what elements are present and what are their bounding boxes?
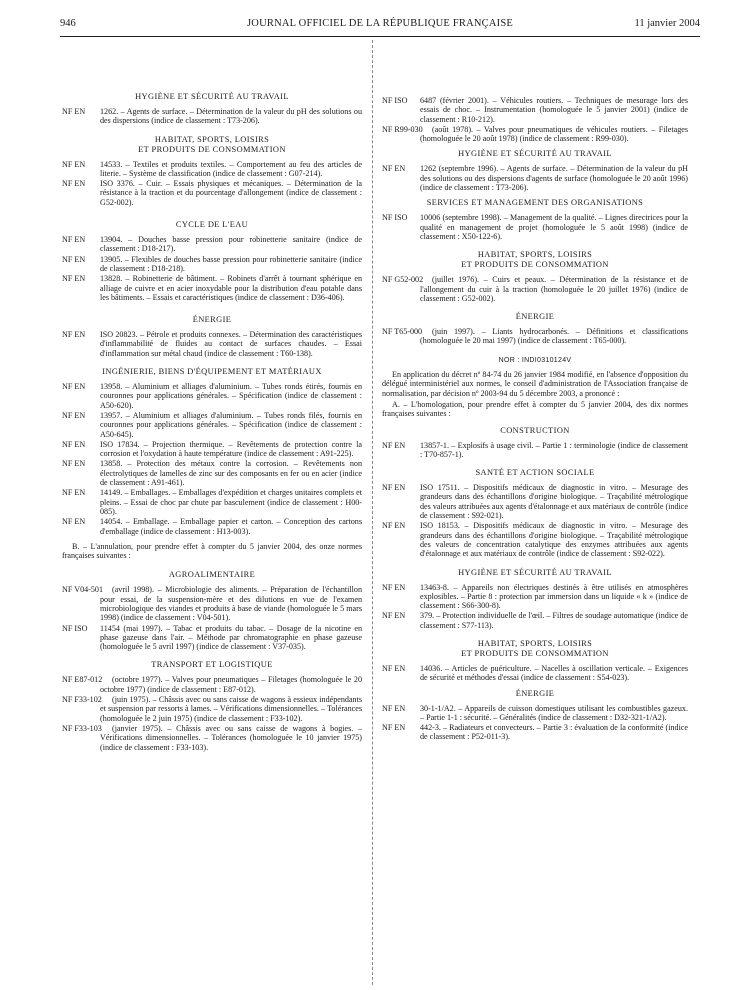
standard-text: 30-1-1/A2. – Appareils de cuisson domestiques utilisant les combustibles gazeux. – Partie 1-1 : sécurité. – Généralités (indice de classement : D32-321-1/A2). [420,703,688,722]
section-heading: ÉNERGIE [515,312,555,322]
section-heading: SANTÉ ET ACTION SOCIALE [475,468,595,478]
standard-entry [382,327,688,346]
standard-code: NF EN [62,330,86,340]
standard-entry [382,164,688,192]
standard-code: NF EN [62,439,86,449]
standard-text: (juin 1975). – Châssis avec ou sans caisse de wagons à essieux indépendants et suspension par ressorts à lames. – Vérifications dimensionnelles. – Tolérances (homologuée le 2 juin 1975) (indice de classement : F33-102). [100,695,362,723]
standard-entry [62,675,362,694]
section-heading: HYGIÈNE ET SÉCURITÉ AU TRAVAIL [135,92,289,101]
section-heading: AGROALIMENTAIRE [168,570,256,580]
standard-code: NF EN [382,703,406,713]
standard-text: 13828. – Robinetterie de bâtiment. – Robinets d'arrêt à tournant sphérique en alliage de cuivre et en acier inoxydable pour la distribution d'eau potable dans les bâtiments. – Essais et caractéristiques (indice de classement : D36-406). [100,274,362,302]
standard-entry [382,583,688,611]
standard-entry [62,585,362,622]
section-heading: CYCLE DE L'EAU [175,220,249,230]
standard-text: 14036. – Articles de puériculture. – Nacelles à oscillation verticale. – Exigences de sécurité et méthodes d'essai (indice de classement : S54-023). [420,663,688,683]
issue-date: 11 janvier 2004 [634,18,700,29]
standard-code: NF EN [382,440,406,450]
standard-entry [382,125,688,144]
standard-text: (juillet 1976). – Cuirs et peaux. – Détermination de la résistance et de l'allongement du cuir à la traction (homologuée le 20 juillet 1976) (indice de classement : G52-002). [420,275,688,303]
standard-text: (octobre 1977). – Valves pour pneumatiques – Filetages (homologuée le 20 octobre 1977) (indice de classement : E87-012). [100,675,362,694]
section-heading: HABITAT, SPORTS, LOISIRS ET PRODUITS DE CONSOMMATION [461,250,609,270]
standard-text: ISO 17834. – Projection thermique. – Revêtements de protection contre la corrosion et l'oxydation à haute température (indice de classement : A91-225). [100,439,362,459]
standard-text: 13957. – Aluminium et alliages d'aluminium. – Tubes ronds filés, fournis en couronnes pour applications générales. – Spécification (indice de classement : A50-645). [100,410,362,439]
standard-text: (avril 1998). – Microbiologie des aliments. – Préparation de l'échantillon pour essai, de la suspension-mère et des dilutions en vue de l'examen microbiologique des viandes et produits à base de viande (homologuée le 5 mars 1998) (indice de classement : V04-501). [100,585,362,623]
standard-text: ISO 3376. – Cuir. – Essais physiques et mécaniques. – Détermination de la résistance à la traction et du pourcentage d'allongement (indice de classement : G52-002). [100,179,362,207]
section-heading: ÉNERGIE [192,315,232,325]
standard-entry [62,274,362,302]
standard-code: NF E87-012 [62,675,103,685]
standard-entry [62,724,362,752]
standard-entry [382,723,688,742]
standard-text: 6487 (février 2001). – Véhicules routiers. – Techniques de mesurage lors des essais de choc. – Instrumentation (homologuée le 5 janvier 2001) (indice de classement : R10-212). [420,96,688,124]
standard-code: NF EN [62,410,86,420]
standard-code: NF EN [62,488,86,498]
section-heading: TRANSPORT ET LOGISTIQUE [151,660,273,670]
section-heading: SERVICES ET MANAGEMENT DES ORGANISATIONS [426,198,644,208]
standard-entry [62,330,362,358]
section-heading: HYGIÈNE ET SÉCURITÉ AU TRAVAIL [458,567,612,577]
standard-code: NF EN [62,107,86,116]
standard-entry [62,235,362,254]
standard-code: NF V04-501 [62,585,103,595]
section-heading: ÉNERGIE [515,688,555,698]
standard-entry [62,382,362,410]
standard-entry [382,483,688,520]
standard-entry [382,704,688,723]
standard-code: NF F33-103 [62,723,102,733]
standard-text: 13958. – Aluminium et alliages d'aluminium. – Tubes ronds étirés, fournis en couronnes pour applications générales. – Spécification (indice de classement : A50-620). [100,382,362,410]
standard-code: NF EN [382,611,406,621]
standard-entry [62,107,362,126]
left-column [62,92,362,753]
standard-text: 13905. – Flexibles de douches basse pression pour robinetterie sanitaire (indice de classement : D18-218). [100,254,362,273]
standard-code: NF EN [382,663,406,673]
standard-code: NF EN [382,164,406,174]
standard-code: NF F33-102 [62,695,102,705]
standard-text: ISO 18153. – Dispositifs médicaux de diagnostic in vitro. – Mesurage des grandeurs dans des échantillons d'origine biologique. – Traçabilité métrologique des valeurs de concentration catalytique des enzymes attribuées aux agents d'étalonnage et aux matériaux de contrôle (indice de classement : S92-022). [420,521,688,559]
standard-code: NF EN [382,521,406,531]
standard-code: NF EN [62,459,86,469]
standard-entry [62,179,362,207]
section-heading: CONSTRUCTION [500,425,570,435]
standard-entry [62,411,362,439]
standard-text: 13857-1. – Explosifs à usage civil. – Partie 1 : terminologie (indice de classement : T70-857-1). [420,440,688,459]
homologation-paragraph: A. – L'homologation, pour prendre effet à compter du 5 janvier 2004, des dix normes françaises suivantes : [382,399,688,419]
standard-text: 10006 (septembre 1998). – Management de la qualité. – Lignes directrices pour la qualité en management de projet (homologuée le 5 août 1998) (indice de classement : X50-122-6). [420,213,688,241]
section-heading: HABITAT, SPORTS, LOISIRS ET PRODUITS DE CONSOMMATION [461,638,609,658]
standard-code: NF G52-002 [382,275,424,285]
page-header [60,18,700,34]
standard-text: 11454 (mai 1997). – Tabac et produits du tabac. – Dosage de la nicotine en phase gazeuse dans l'air. – Méthode par chromatographie en phase gazeuse (homologuée le 5 avril 1997) (indice de classement : V37-035). [100,623,362,652]
standard-entry [382,213,688,241]
standard-text: (août 1978). – Valves pour pneumatiques de véhicules routiers. – Filetages (homologuée le 20 août 1978) (indice de classement : R99-030). [420,124,688,144]
standard-text: 14054. – Emballage. – Emballage papier et carton. – Conception des cartons d'emballage (indice de classement : H13-003). [100,517,362,536]
section-heading: HYGIÈNE ET SÉCURITÉ AU TRAVAIL [458,149,612,159]
annulation-paragraph: B. – L'annulation, pour prendre effet à compter du 5 janvier 2004, des onze normes françaises suivantes : [62,541,362,561]
standard-text: ISO 20823. – Pétrole et produits connexes. – Détermination des caractéristiques d'inflammabilité de fluides au contact de surfaces chaudes. – Essai d'inflammation sur métal chaud (indice de classement : T60-138). [100,330,362,358]
standard-code: NF R99-030 [382,124,423,134]
standard-code: NF EN [62,254,86,264]
section-heading: INGÉNIERIE, BIENS D'ÉQUIPEMENT ET MATÉRIAUX [102,367,322,377]
standard-text: (juin 1997). – Liants hydrocarbonés. – Définitions et classifications (homologuée le 20 mai 1997) (indice de classement : T65-000). [420,327,688,346]
standard-entry [382,611,688,630]
standard-code: NF ISO [62,623,88,633]
preamble-paragraph: En application du décret nº 84-74 du 26 janvier 1984 modifié, en l'absence d'opposition du délégué interministériel aux normes, le conseil d'administration de l'Association française de normalisation, par décision nº 2003-94 du 5 décembre 2003, a prononcé : [382,370,688,398]
page-number: 946 [60,18,76,29]
standard-entry [382,664,688,683]
standard-code: NF EN [62,382,86,392]
standard-code: NF EN [382,723,406,733]
standard-entry [382,275,688,303]
journal-title: JOURNAL OFFICIEL DE LA RÉPUBLIQUE FRANÇAISE [247,18,513,29]
section-heading: HABITAT, SPORTS, LOISIRS ET PRODUITS DE CONSOMMATION [138,134,286,154]
standard-text: 442-3. – Radiateurs et convecteurs. – Partie 3 : évaluation de la conformité (indice de classement : P52-011-3). [420,723,688,742]
standard-code: NF EN [62,235,86,245]
standard-text: ISO 17511. – Dispositifs médicaux de diagnostic in vitro. – Mesurage des grandeurs dans des échantillons d'origine biologique. – Traçabilité métrologique des valeurs attribuées aux agents d'étalonnage et aux matériaux de contrôle (indice de classement : S92-021). [420,483,688,521]
standard-code: NF ISO [382,213,408,223]
standard-code: NF EN [62,159,86,169]
standard-entry [62,160,362,179]
standard-text: 379. – Protection individuelle de l'œil. – Filtres de soudage automatique (indice de classement : S77-113). [420,611,688,630]
header-rule [60,36,700,37]
standard-text: 13463-8. – Appareils non électriques destinés à être utilisés en atmosphères explosibles. – Partie 8 : protection par immersion dans un liquide « k » (indice de classement : S66-300-8). [420,582,688,611]
standard-code: NF EN [382,582,406,592]
nor-reference: NOR : INDI0310124V [498,356,572,364]
standard-entry [62,624,362,652]
standard-code: NF EN [62,179,86,189]
column-divider [372,40,373,985]
standard-entry [382,521,688,558]
standard-entry [62,459,362,487]
standard-text: 1262 (septembre 1996). – Agents de surface. – Détermination de la valeur du pH des solutions ou des dispersions d'agents de surface (homologuée le 20 août 1996) (indice de classement : T73-206). [420,164,688,193]
standard-code: NF T65-000 [382,327,423,337]
standard-text: 14149. – Emballages. – Emballages d'expédition et charges unitaires complets et pleins. – Essai de choc par chute par basculement (indice de classement : H00-085). [100,488,362,516]
right-column [382,96,688,743]
standard-entry [382,96,688,124]
standard-text: 13904. – Douches basse pression pour robinetterie sanitaire (indice de classement : D18-217). [100,235,362,254]
standard-text: 13858. – Protection des métaux contre la corrosion. – Revêtements non électrolytiques de lamelles de zinc sur des composants en fer ou en acier (indice de classement : A91-461). [100,459,362,488]
standard-code: NF EN [62,517,86,527]
standard-entry [62,255,362,274]
standard-entry [62,695,362,723]
standard-text: 14533. – Textiles et produits textiles. – Comportement au feu des articles de literie. – Système de classification (indice de classement : G07-214). [100,159,362,178]
standard-entry [382,441,688,460]
standard-text: (janvier 1975). – Châssis avec ou sans caisse de wagons à bogies. – Vérifications dimensionnelles. – Tolérances (homologuée le 10 janvier 1975) (indice de classement : F33-103). [100,723,362,752]
standard-code: NF EN [62,274,86,284]
standard-entry [62,440,362,459]
standard-code: NF EN [382,483,406,493]
standard-entry [62,488,362,516]
standard-text: 1262. – Agents de surface. – Détermination de la valeur du pH des solutions ou des dispersions (indice de classement : T73-206). [100,107,362,126]
standard-code: NF ISO [382,96,408,105]
standard-entry [62,517,362,536]
